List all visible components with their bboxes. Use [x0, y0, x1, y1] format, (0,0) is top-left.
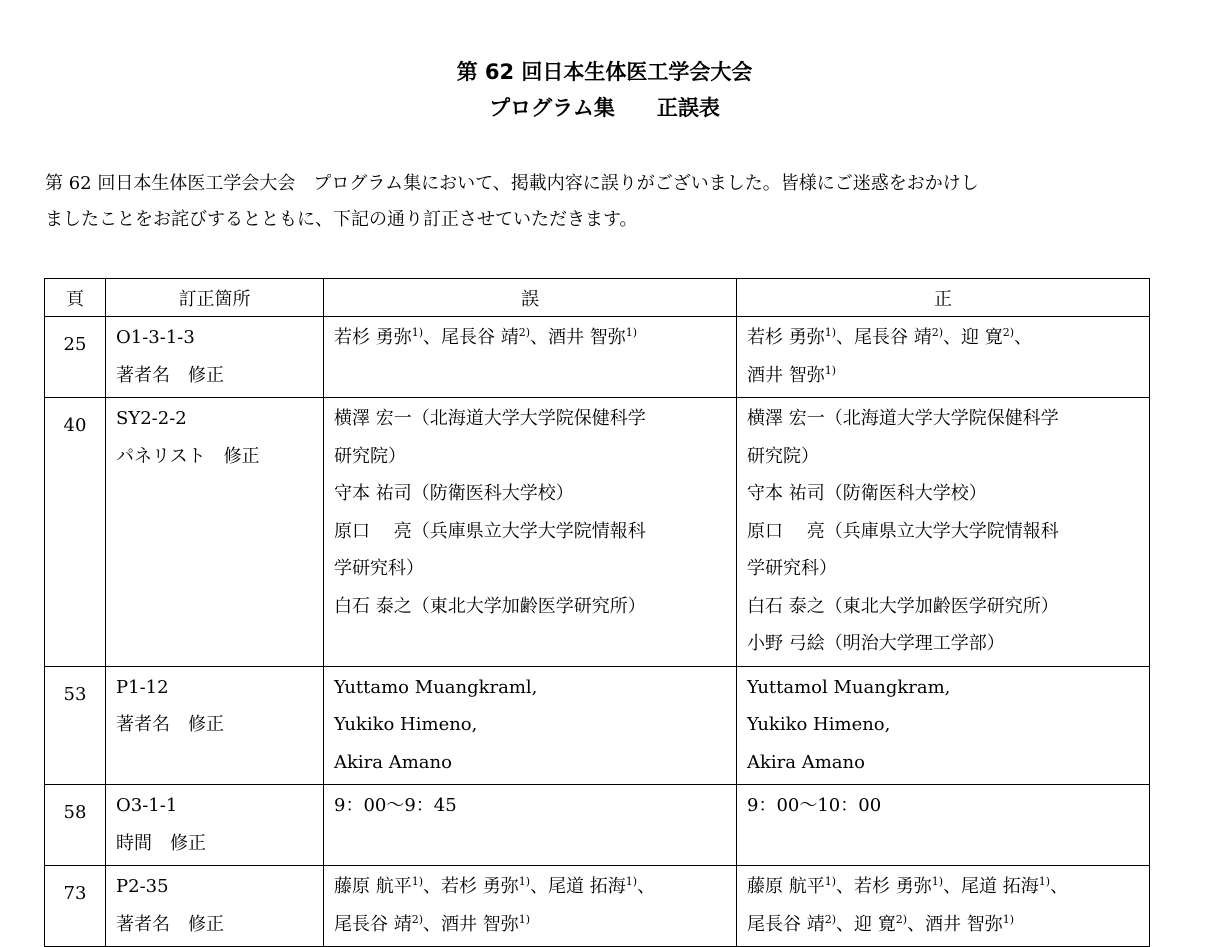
affiliation-marker: 1)	[518, 912, 531, 926]
text-segment: 藤原 航平	[747, 876, 825, 897]
text-segment: Yuttamo Muangkraml,	[334, 676, 538, 698]
text-segment: 、	[1014, 327, 1033, 348]
header-correct: 正	[737, 279, 1150, 317]
text-segment: Yuttamol Muangkram,	[747, 676, 951, 698]
wrong-line	[334, 669, 730, 707]
location-cell	[106, 785, 324, 866]
text-segment: 、尾道 拓海	[530, 876, 626, 897]
text-segment: 、	[637, 876, 656, 897]
wrong-line	[334, 550, 730, 588]
text-segment: 原口 亮（兵庫県立大学大学院情報科	[334, 520, 646, 542]
page-number-cell: 73	[45, 866, 106, 947]
wrong-line	[334, 787, 730, 825]
correct-cell	[737, 785, 1150, 866]
table-row	[45, 398, 1150, 667]
affiliation-marker: 1)	[518, 875, 531, 888]
text-segment: 守本 祐司（防衛医科大学校）	[334, 483, 574, 504]
wrong-cell	[324, 398, 737, 667]
wrong-line	[334, 513, 730, 551]
correct-line	[747, 550, 1143, 588]
text-segment: 、酒井 智弥	[423, 913, 519, 935]
text-segment: 、	[1050, 876, 1069, 897]
location-line: 著者名 修正	[116, 364, 224, 386]
text-segment: Yukiko Himeno,	[747, 714, 891, 735]
correct-cell	[737, 398, 1150, 667]
location-cell	[106, 866, 324, 947]
text-segment: 研究院）	[747, 445, 819, 467]
page-number-cell: 53	[45, 666, 106, 785]
location-cell	[106, 666, 324, 785]
location-line: 著者名 修正	[116, 714, 224, 735]
wrong-line	[334, 319, 730, 357]
header-wrong: 誤	[324, 279, 737, 317]
page-number-cell: 40	[45, 398, 106, 667]
correct-cell	[737, 317, 1150, 398]
correct-line	[747, 744, 1143, 782]
page-number-cell: 58	[45, 785, 106, 866]
text-segment: 酒井 智弥	[747, 364, 825, 386]
table-row	[45, 317, 1150, 398]
affiliation-marker: 1)	[1002, 912, 1015, 926]
wrong-cell	[324, 317, 737, 398]
correct-line	[747, 706, 1143, 744]
wrong-cell	[324, 866, 737, 947]
text-segment: 学研究科）	[747, 558, 837, 579]
text-segment: 、若杉 勇弥	[423, 876, 519, 897]
affiliation-marker: 2)	[895, 912, 908, 926]
correct-line	[747, 513, 1143, 551]
wrong-line	[334, 588, 730, 626]
text-segment: 小野 弓絵（明治大学理工学部）	[747, 633, 1005, 654]
correct-line	[747, 868, 1143, 906]
affiliation-marker: 1)	[625, 875, 638, 888]
table-row	[45, 866, 1150, 947]
wrong-cell	[324, 785, 737, 866]
location-line: 時間 修正	[116, 832, 206, 854]
affiliation-marker: 1)	[824, 363, 837, 377]
text-segment: 9：00～9：45	[334, 795, 457, 816]
title-line-1: 第 62 回日本生体医工学会大会	[456, 60, 753, 84]
correct-line	[747, 400, 1143, 438]
text-segment: 研究院）	[334, 445, 406, 467]
correct-line	[747, 625, 1143, 663]
location-line: パネリスト 修正	[116, 445, 260, 467]
location-line: O1-3-1-3	[116, 327, 195, 348]
text-segment: 若杉 勇弥	[747, 327, 825, 348]
text-segment: 尾長谷 靖	[747, 913, 825, 935]
text-segment: 横澤 宏一（北海道大学大学院保健科学	[334, 408, 646, 429]
location-line: O3-1-1	[116, 795, 178, 816]
wrong-line	[334, 438, 730, 476]
text-segment: 藤原 航平	[334, 876, 412, 897]
affiliation-marker: 1)	[411, 875, 424, 888]
affiliation-marker: 1)	[1038, 875, 1051, 888]
location-line: 著者名 修正	[116, 913, 224, 935]
title-line-2: プログラム集 正誤表	[489, 96, 720, 120]
intro-paragraph	[45, 166, 1170, 238]
affiliation-marker: 1)	[824, 875, 837, 888]
location-cell	[106, 398, 324, 667]
text-segment: Yukiko Himeno,	[334, 714, 478, 735]
affiliation-marker: 2)	[1002, 326, 1015, 339]
location-line: P2-35	[116, 876, 169, 897]
text-segment: 、尾長谷 靖	[423, 327, 519, 348]
table-body	[45, 317, 1150, 947]
affiliation-marker: 1)	[625, 326, 638, 339]
affiliation-marker: 2)	[931, 326, 944, 339]
affiliation-marker: 1)	[931, 875, 944, 888]
text-segment: 、若杉 勇弥	[836, 876, 932, 897]
text-segment: 、尾道 拓海	[943, 876, 1039, 897]
table-row	[45, 666, 1150, 785]
correct-line	[747, 787, 1143, 825]
text-segment: 横澤 宏一（北海道大学大学院保健科学	[747, 408, 1059, 429]
correct-cell	[737, 666, 1150, 785]
text-segment: 若杉 勇弥	[334, 327, 412, 348]
document-title	[0, 54, 1209, 126]
location-line: P1-12	[116, 676, 169, 698]
correct-line	[747, 357, 1143, 395]
affiliation-marker: 2)	[518, 326, 531, 339]
header-page: 頁	[45, 279, 106, 317]
errata-table	[44, 278, 1150, 947]
correct-line	[747, 669, 1143, 707]
table-row	[45, 785, 1150, 866]
text-segment: Akira Amano	[747, 751, 865, 773]
affiliation-marker: 2)	[411, 912, 424, 926]
text-segment: 9：00～10：00	[747, 795, 882, 816]
text-segment: 、酒井 智弥	[530, 327, 626, 348]
text-segment: 、尾長谷 靖	[836, 327, 932, 348]
wrong-cell	[324, 666, 737, 785]
affiliation-marker: 1)	[411, 326, 424, 339]
page-number-cell: 25	[45, 317, 106, 398]
location-line: SY2-2-2	[116, 408, 187, 429]
correct-line	[747, 906, 1143, 944]
text-segment: 尾長谷 靖	[334, 913, 412, 935]
wrong-line	[334, 706, 730, 744]
text-segment: 白石 泰之（東北大学加齢医学研究所）	[334, 595, 646, 617]
intro-line-2: ましたことをお詫びするとともに、下記の通り訂正させていただきます。	[45, 209, 638, 230]
correct-line	[747, 475, 1143, 513]
wrong-line	[334, 475, 730, 513]
intro-line-1: 第 62 回日本生体医工学会大会 プログラム集において、掲載内容に誤りがございました。皆様にご迷惑をおかけし	[45, 173, 979, 194]
table-header-row	[45, 279, 1150, 317]
correct-line	[747, 588, 1143, 626]
text-segment: 、迎 寛	[943, 327, 1003, 348]
wrong-line	[334, 400, 730, 438]
wrong-line	[334, 906, 730, 944]
text-segment: 白石 泰之（東北大学加齢医学研究所）	[747, 595, 1059, 617]
wrong-line	[334, 744, 730, 782]
text-segment: Akira Amano	[334, 751, 452, 773]
text-segment: 、迎 寛	[836, 913, 896, 935]
correct-line	[747, 319, 1143, 357]
affiliation-marker: 1)	[824, 326, 837, 339]
text-segment: 原口 亮（兵庫県立大学大学院情報科	[747, 520, 1059, 542]
text-segment: 、酒井 智弥	[907, 913, 1003, 935]
wrong-line	[334, 868, 730, 906]
correct-cell	[737, 866, 1150, 947]
text-segment: 守本 祐司（防衛医科大学校）	[747, 483, 987, 504]
text-segment: 学研究科）	[334, 558, 424, 579]
affiliation-marker: 2)	[824, 912, 837, 926]
correct-line	[747, 438, 1143, 476]
header-location: 訂正箇所	[106, 279, 324, 317]
location-cell	[106, 317, 324, 398]
